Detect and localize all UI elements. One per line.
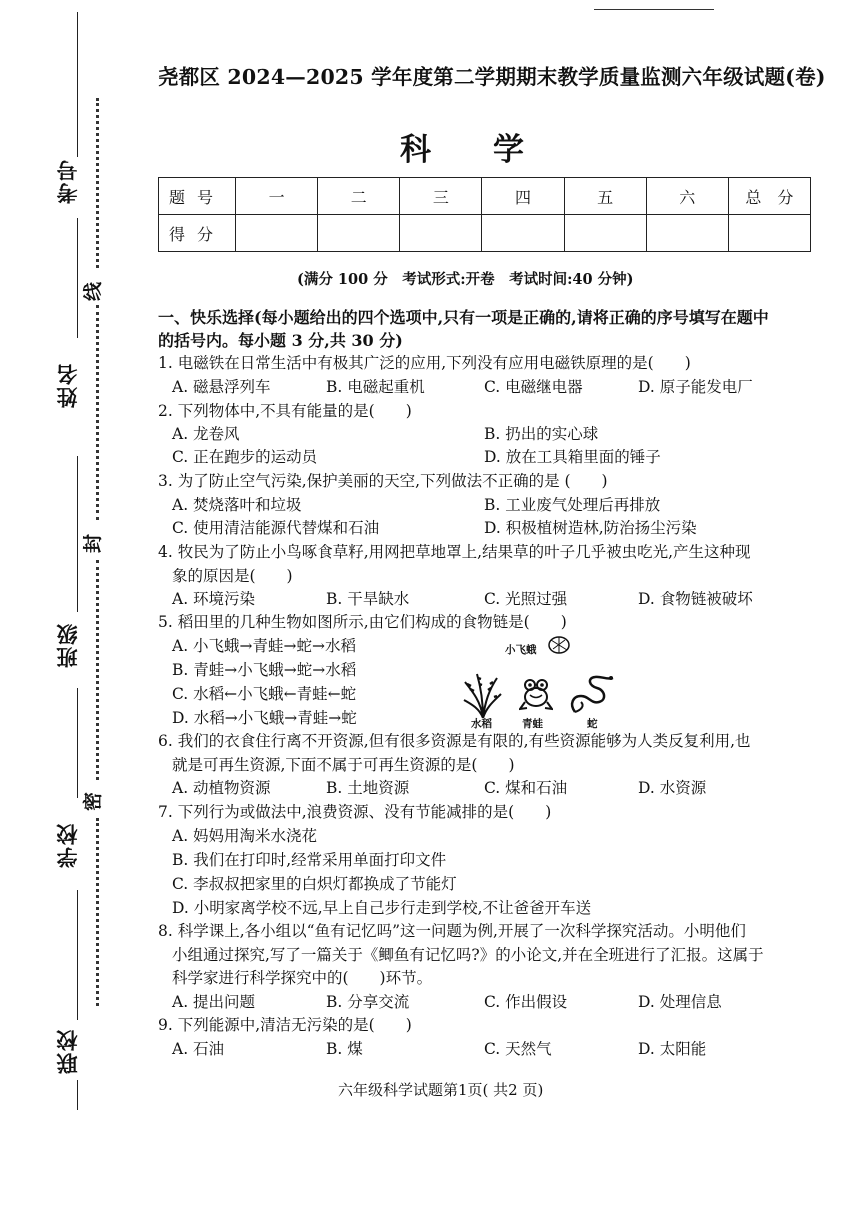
score-table-score-row bbox=[159, 215, 811, 252]
question-4-stem-cont: 象的原因是( ) bbox=[172, 567, 293, 585]
top-rule bbox=[594, 9, 714, 10]
q5-option-c[interactable]: C. 水稻←小飞蛾←青蛙←蛇 bbox=[172, 685, 357, 703]
subject-title: 科 学 bbox=[400, 132, 524, 168]
exam-title: 尧都区 2024—2025 学年度第二学期期末教学质量监测六年级试题(卷) bbox=[158, 65, 826, 89]
q2-option-a[interactable]: A. 龙卷风 bbox=[172, 425, 240, 443]
moth-label: 小飞蛾 bbox=[505, 644, 537, 656]
q5-option-b[interactable]: B. 青蛙→小飞蛾→蛇→水稻 bbox=[172, 661, 357, 679]
score-table bbox=[158, 177, 811, 252]
exam-no-line bbox=[77, 12, 78, 157]
score-col-total: 总 分 bbox=[728, 178, 810, 215]
exam-no-label: 考号 bbox=[56, 158, 80, 204]
seal-mark-secret: 密 bbox=[82, 791, 105, 812]
rice-plant-icon bbox=[463, 672, 503, 720]
score-cell[interactable] bbox=[564, 215, 646, 252]
q7-option-c[interactable]: C. 李叔叔把家里的白炽灯都换成了节能灯 bbox=[172, 875, 457, 893]
snake-label: 蛇 bbox=[587, 718, 598, 730]
name-label: 姓名 bbox=[56, 362, 80, 408]
q8-option-d[interactable]: D. 处理信息 bbox=[638, 993, 722, 1011]
union-school-label: 联校 bbox=[56, 1028, 80, 1074]
score-col-3: 三 bbox=[400, 178, 482, 215]
score-cell[interactable] bbox=[728, 215, 810, 252]
q9-option-a[interactable]: A. 石油 bbox=[172, 1040, 225, 1058]
q6-option-a[interactable]: A. 动植物资源 bbox=[172, 779, 271, 797]
frog-label: 青蛙 bbox=[522, 718, 543, 730]
score-col-4: 四 bbox=[482, 178, 564, 215]
union-school-line-bottom bbox=[77, 1080, 78, 1110]
question-6-stem-cont: 就是可再生资源,下面不属于可再生资源的是( ) bbox=[172, 756, 515, 774]
score-cell[interactable] bbox=[482, 215, 564, 252]
q5-option-a[interactable]: A. 小飞蛾→青蛙→蛇→水稻 bbox=[172, 637, 357, 655]
union-school-line bbox=[77, 890, 78, 1020]
q8-option-b[interactable]: B. 分享交流 bbox=[326, 993, 410, 1011]
q4-option-a[interactable]: A. 环境污染 bbox=[172, 590, 256, 608]
moth-icon bbox=[547, 634, 571, 656]
score-table-header-row bbox=[159, 178, 811, 215]
question-8-stem-cont: 科学家进行科学探究中的( )环节。 bbox=[172, 969, 433, 987]
q7-option-d[interactable]: D. 小明家离学校不远,早上自己步行走到学校,不让爸爸开车送 bbox=[172, 899, 592, 917]
seal-mark-line: 线 bbox=[82, 281, 105, 302]
snake-icon bbox=[567, 674, 617, 714]
seal-mark-seal: 封 bbox=[82, 533, 105, 554]
section-heading-cont: 的括号内。每小题 3 分,共 30 分) bbox=[158, 331, 403, 350]
q3-option-d[interactable]: D. 积极植树造林,防治扬尘污染 bbox=[484, 519, 697, 537]
school-label: 学校 bbox=[56, 822, 80, 868]
exam-info: (满分 100 分 考试形式:开卷 考试时间:40 分钟) bbox=[297, 271, 634, 288]
score-col-1: 一 bbox=[236, 178, 318, 215]
q9-option-d[interactable]: D. 太阳能 bbox=[638, 1040, 707, 1058]
name-line bbox=[77, 218, 78, 338]
score-cell[interactable] bbox=[318, 215, 400, 252]
question-9-stem: 9. 下列能源中,清洁无污染的是( ) bbox=[158, 1016, 412, 1034]
q4-option-c[interactable]: C. 光照过强 bbox=[484, 590, 568, 608]
q1-option-a[interactable]: A. 磁悬浮列车 bbox=[172, 378, 271, 396]
frog-icon bbox=[519, 678, 553, 712]
q1-option-c[interactable]: C. 电磁继电器 bbox=[484, 378, 583, 396]
q3-option-b[interactable]: B. 工业废气处理后再排放 bbox=[484, 496, 661, 514]
score-col-2: 二 bbox=[318, 178, 400, 215]
score-col-5: 五 bbox=[564, 178, 646, 215]
q7-option-a[interactable]: A. 妈妈用淘米水浇花 bbox=[172, 827, 318, 845]
question-4-stem: 4. 牧民为了防止小鸟啄食草籽,用网把草地罩上,结果草的叶子几乎被虫吃光,产生这种现 bbox=[158, 543, 751, 561]
question-7-stem: 7. 下列行为或做法中,浪费资源、没有节能减排的是( ) bbox=[158, 803, 552, 821]
page-footer: 六年级科学试题第1页( 共2 页) bbox=[338, 1081, 544, 1099]
score-table-row-label: 题号 bbox=[159, 178, 236, 215]
question-6-stem: 6. 我们的衣食住行离不开资源,但有很多资源是有限的,有些资源能够为人类反复利用,也 bbox=[158, 732, 751, 750]
q2-option-b[interactable]: B. 扔出的实心球 bbox=[484, 425, 599, 443]
q4-option-d[interactable]: D. 食物链被破坏 bbox=[638, 590, 753, 608]
seal-dotted-line-4 bbox=[96, 818, 99, 1006]
question-3-stem: 3. 为了防止空气污染,保护美丽的天空,下列做法不正确的是 ( ) bbox=[158, 472, 608, 490]
q4-option-b[interactable]: B. 干旱缺水 bbox=[326, 590, 410, 608]
q8-option-c[interactable]: C. 作出假设 bbox=[484, 993, 568, 1011]
rice-label: 水稻 bbox=[471, 718, 492, 730]
food-chain-figure bbox=[463, 632, 633, 732]
score-cell[interactable] bbox=[400, 215, 482, 252]
q1-option-b[interactable]: B. 电磁起重机 bbox=[326, 378, 425, 396]
seal-dotted-line-3 bbox=[96, 560, 99, 780]
q2-option-c[interactable]: C. 正在跑步的运动员 bbox=[172, 448, 318, 466]
seal-dotted-line-2 bbox=[96, 305, 99, 520]
score-row-label: 得分 bbox=[159, 215, 236, 252]
q6-option-d[interactable]: D. 水资源 bbox=[638, 779, 707, 797]
score-cell[interactable] bbox=[646, 215, 728, 252]
q6-option-c[interactable]: C. 煤和石油 bbox=[484, 779, 568, 797]
question-2-stem: 2. 下列物体中,不具有能量的是( ) bbox=[158, 402, 412, 420]
question-8-stem-cont: 小组通过探究,写了一篇关于《鲫鱼有记忆吗?》的小论文,并在全班进行了汇报。这属于 bbox=[172, 946, 764, 964]
q5-option-d[interactable]: D. 水稻→小飞蛾→青蛙→蛇 bbox=[172, 709, 357, 727]
q2-option-d[interactable]: D. 放在工具箱里面的锤子 bbox=[484, 448, 661, 466]
q8-option-a[interactable]: A. 提出问题 bbox=[172, 993, 256, 1011]
q1-option-d[interactable]: D. 原子能发电厂 bbox=[638, 378, 753, 396]
q9-option-c[interactable]: C. 天然气 bbox=[484, 1040, 552, 1058]
class-label: 班级 bbox=[56, 622, 80, 668]
question-5-stem: 5. 稻田里的几种生物如图所示,由它们构成的食物链是( ) bbox=[158, 613, 567, 631]
question-1-stem: 1. 电磁铁在日常生活中有极其广泛的应用,下列没有应用电磁铁原理的是( ) bbox=[158, 354, 691, 372]
seal-dotted-line-1 bbox=[96, 98, 99, 268]
q7-option-b[interactable]: B. 我们在打印时,经常采用单面打印文件 bbox=[172, 851, 447, 869]
q9-option-b[interactable]: B. 煤 bbox=[326, 1040, 363, 1058]
q6-option-b[interactable]: B. 土地资源 bbox=[326, 779, 410, 797]
q3-option-a[interactable]: A. 焚烧落叶和垃圾 bbox=[172, 496, 302, 514]
score-cell[interactable] bbox=[236, 215, 318, 252]
question-8-stem: 8. 科学课上,各小组以“鱼有记忆吗”这一问题为例,开展了一次科学探究活动。小明他们 bbox=[158, 922, 746, 940]
score-col-6: 六 bbox=[646, 178, 728, 215]
q3-option-c[interactable]: C. 使用清洁能源代替煤和石油 bbox=[172, 519, 380, 537]
section-heading: 一、快乐选择(每小题给出的四个选项中,只有一项是正确的,请将正确的序号填写在题中 bbox=[158, 308, 769, 327]
school-line bbox=[77, 688, 78, 798]
